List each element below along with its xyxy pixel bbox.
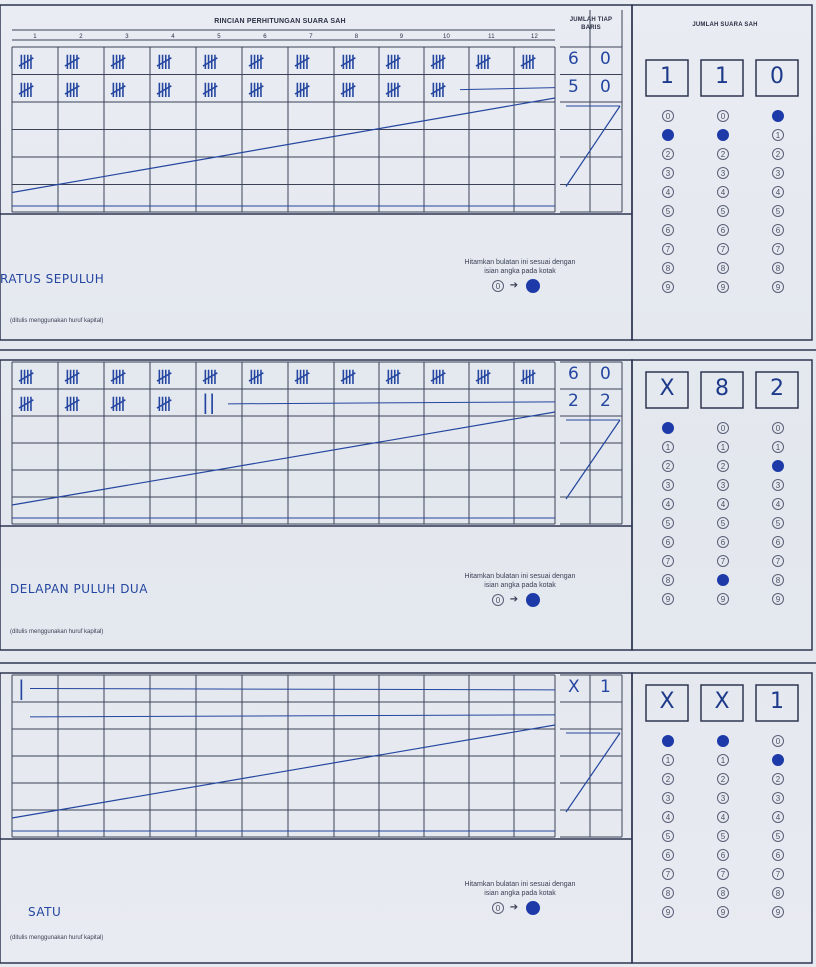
tally-mark: 𝍸	[430, 77, 447, 102]
digit-bubble: 7	[717, 243, 729, 255]
instruction-line1: Hitamkan bulatan ini sesuai dengan	[464, 573, 576, 580]
digit-bubble: 3	[717, 167, 729, 179]
cancel-diagonal	[12, 412, 555, 505]
tally-mark: 𝍸	[430, 50, 447, 74]
digit-bubble: 7	[772, 243, 784, 255]
digit-bubble: 9	[662, 593, 674, 605]
cancel-line	[30, 689, 555, 690]
digit-bubble: 0	[772, 735, 784, 747]
digit-bubble: 1	[717, 129, 729, 141]
digit-bubble: 2	[717, 460, 729, 472]
digit-bubble: 8	[717, 574, 729, 586]
digit-bubble: 2	[717, 773, 729, 785]
instruction-line1: Hitamkan bulatan ini sesuai dengan	[464, 259, 576, 266]
total-digit: 1	[715, 64, 729, 89]
digit-bubble: 5	[662, 517, 674, 529]
tally-mark: 𝍸	[340, 50, 357, 74]
digit-bubble: 1	[717, 754, 729, 766]
digit-bubble: 4	[717, 498, 729, 510]
tally-mark: 𝍸	[202, 365, 219, 389]
tally-mark: 𝍸	[475, 365, 492, 389]
tally-mark: 𝍸	[475, 50, 492, 74]
digit-bubble: 9	[717, 281, 729, 293]
digit-bubble: 2	[772, 148, 784, 160]
instruction-line1: Hitamkan bulatan ini sesuai dengan	[464, 881, 576, 888]
tally-mark: 𝍸	[110, 77, 127, 102]
tally-mark: 𝍸	[156, 392, 173, 416]
column-number: 10	[442, 34, 451, 40]
digit-bubble: 9	[717, 593, 729, 605]
digit-bubble: 3	[662, 167, 674, 179]
tally-mark: 𝍸	[294, 365, 311, 389]
digit-bubble: 8	[662, 574, 674, 586]
tally-mark: 𝍸	[202, 77, 219, 102]
column-number: 6	[263, 34, 267, 40]
row-total-digit: X	[568, 677, 580, 697]
written-amount: DELAPAN PULUH DUA	[10, 582, 148, 596]
tally-mark: 𝍸	[385, 50, 402, 74]
tally-mark: ||	[202, 390, 216, 414]
instruction-line2: isian angka pada kotak	[484, 582, 556, 589]
digit-bubble: 3	[772, 792, 784, 804]
tally-mark: 𝍸	[294, 77, 311, 102]
arrow-icon: ➔	[509, 280, 519, 291]
arrow-icon: ➔	[509, 902, 519, 913]
column-number: 11	[488, 34, 495, 40]
tally-mark: 𝍸	[64, 365, 81, 389]
digit-bubble: 1	[662, 441, 674, 453]
digit-bubble: 9	[662, 906, 674, 918]
cancel-diagonal	[12, 98, 555, 193]
tally-mark: 𝍸	[18, 392, 35, 416]
tally-mark: 𝍸	[64, 392, 81, 416]
digit-bubble: 9	[662, 281, 674, 293]
digit-bubble: 4	[662, 811, 674, 823]
digit-bubble: 5	[772, 205, 784, 217]
digit-bubble: 3	[772, 479, 784, 491]
filled-example-bubble	[526, 593, 540, 607]
total-digit: 2	[770, 376, 784, 401]
digit-bubble: 0	[772, 110, 784, 122]
digit-bubble: 4	[772, 498, 784, 510]
digit-bubble: 2	[662, 148, 674, 160]
digit-bubble: 6	[717, 849, 729, 861]
tally-mark: 𝍸	[156, 365, 173, 389]
total-digit: 8	[715, 376, 729, 401]
digit-bubble: 8	[717, 887, 729, 899]
cancel-diagonal	[12, 725, 555, 818]
digit-bubble: 8	[662, 262, 674, 274]
tally-mark: 𝍸	[430, 365, 447, 389]
column-number: 8	[354, 34, 359, 40]
total-digit: 0	[770, 64, 784, 89]
digit-bubble: 7	[717, 555, 729, 567]
row-total-digit: 1	[600, 677, 611, 697]
digit-bubble: 8	[772, 262, 784, 274]
form-title: RINCIAN PERHITUNGAN SUARA SAH	[214, 18, 346, 25]
capital-note: (ditulis menggunakan huruf kapital)	[10, 935, 104, 941]
digit-bubble: 0	[717, 110, 729, 122]
capital-note: (ditulis menggunakan huruf kapital)	[10, 629, 104, 635]
digit-bubble: 4	[662, 498, 674, 510]
example-bubble: 0	[492, 280, 504, 292]
digit-bubble: 9	[772, 593, 784, 605]
tally-mark: 𝍸	[385, 77, 402, 102]
tally-mark: 𝍸	[248, 50, 265, 74]
digit-bubble: 5	[717, 517, 729, 529]
digit-bubble: 4	[772, 811, 784, 823]
digit-bubble: 7	[717, 868, 729, 880]
tally-mark: 𝍸	[385, 365, 402, 389]
digit-bubble: 8	[772, 887, 784, 899]
row-total-digit: 0	[600, 364, 611, 384]
column-number: 5	[217, 34, 221, 40]
cancel-line	[460, 88, 555, 90]
digit-bubble: 1	[772, 754, 784, 766]
instruction-line2: isian angka pada kotak	[484, 890, 556, 897]
total-digit: X	[659, 376, 675, 401]
cancel-diagonal	[566, 106, 620, 187]
digit-bubble: 1	[772, 129, 784, 141]
digit-bubble: 0	[662, 110, 674, 122]
digit-bubble: 6	[662, 224, 674, 236]
tally-mark: |	[18, 676, 25, 700]
tally-mark: 𝍸	[520, 50, 537, 74]
digit-bubble: 3	[772, 167, 784, 179]
digit-bubble: 9	[772, 906, 784, 918]
column-number: 2	[79, 34, 83, 40]
digit-bubble: 0	[772, 422, 784, 434]
row-total-digit: 6	[568, 364, 579, 384]
tally-mark: 𝍸	[248, 365, 265, 389]
digit-bubble: 3	[717, 479, 729, 491]
column-number: 7	[309, 34, 313, 40]
digit-bubble: 3	[717, 792, 729, 804]
digit-bubble: 1	[772, 441, 784, 453]
digit-bubble: 5	[717, 830, 729, 842]
digit-bubble: 6	[717, 536, 729, 548]
digit-bubble: 6	[717, 224, 729, 236]
digit-bubble: 2	[772, 460, 784, 472]
digit-bubble: 4	[662, 186, 674, 198]
cancel-line	[30, 715, 555, 717]
written-amount: RATUS SEPULUH	[0, 272, 105, 286]
digit-bubble: 0	[662, 422, 674, 434]
cancel-diagonal	[566, 420, 620, 499]
tally-mark: 𝍸	[110, 50, 127, 74]
tally-mark: 𝍸	[18, 50, 35, 74]
digit-bubble: 0	[662, 735, 674, 747]
tally-mark: 𝍸	[202, 50, 219, 74]
digit-bubble: 8	[662, 887, 674, 899]
tally-mark: 𝍸	[294, 50, 311, 74]
digit-bubble: 1	[662, 754, 674, 766]
tally-mark: 𝍸	[340, 365, 357, 389]
written-amount: SATU	[28, 905, 62, 919]
cancel-line	[228, 402, 555, 404]
digit-bubble: 4	[772, 186, 784, 198]
digit-bubble: 1	[662, 129, 674, 141]
row-total-digit: 0	[600, 49, 611, 69]
digit-bubble: 2	[662, 460, 674, 472]
filled-example-bubble	[526, 279, 540, 293]
total-digit: X	[714, 689, 730, 714]
row-total-header: JUMLAH TIAP BARIS	[569, 17, 613, 31]
digit-bubble: 2	[772, 773, 784, 785]
digit-bubble: 0	[717, 735, 729, 747]
column-number: 12	[530, 34, 539, 40]
digit-bubble: 0	[717, 422, 729, 434]
digit-bubble: 6	[772, 536, 784, 548]
tally-mark: 𝍸	[64, 77, 81, 102]
tally-mark: 𝍸	[110, 392, 127, 416]
digit-bubble: 7	[662, 555, 674, 567]
tally-mark: 𝍸	[248, 77, 265, 102]
example-bubble: 0	[492, 902, 504, 914]
row-total-digit: 0	[600, 76, 611, 97]
digit-bubble: 7	[662, 868, 674, 880]
tally-mark: 𝍸	[18, 365, 35, 389]
digit-bubble: 5	[717, 205, 729, 217]
row-total-digit: 6	[568, 49, 579, 69]
tally-mark: 𝍸	[156, 77, 173, 102]
row-total-digit: 2	[600, 391, 611, 411]
instruction-line2: isian angka pada kotak	[484, 268, 556, 275]
tally-mark: 𝍸	[64, 50, 81, 74]
row-total-digit: 5	[568, 76, 579, 97]
tally-mark: 𝍸	[110, 365, 127, 389]
tally-mark: 𝍸	[156, 50, 173, 74]
capital-note: (ditulis menggunakan huruf kapital)	[10, 318, 104, 324]
digit-bubble: 9	[772, 281, 784, 293]
cancel-diagonal	[566, 733, 620, 812]
digit-bubble: 8	[772, 574, 784, 586]
column-number: 4	[171, 34, 175, 40]
digit-bubble: 5	[772, 830, 784, 842]
total-digit: 1	[660, 64, 674, 89]
digit-bubble: 4	[717, 811, 729, 823]
tally-mark: 𝍸	[520, 365, 537, 389]
digit-bubble: 1	[717, 441, 729, 453]
total-digit: X	[659, 689, 675, 714]
filled-example-bubble	[526, 901, 540, 915]
digit-bubble: 7	[772, 868, 784, 880]
digit-bubble: 5	[662, 830, 674, 842]
total-votes-header: JUMLAH SUARA SAH	[692, 22, 758, 28]
digit-bubble: 2	[717, 148, 729, 160]
digit-bubble: 2	[662, 773, 674, 785]
digit-bubble: 6	[772, 224, 784, 236]
tally-mark: 𝍸	[340, 77, 357, 102]
digit-bubble: 5	[662, 205, 674, 217]
digit-bubble: 7	[662, 243, 674, 255]
digit-bubble: 3	[662, 792, 674, 804]
digit-bubble: 4	[717, 186, 729, 198]
row-total-digit: 2	[568, 391, 579, 411]
digit-bubble: 7	[772, 555, 784, 567]
digit-bubble: 6	[772, 849, 784, 861]
digit-bubble: 6	[662, 849, 674, 861]
digit-bubble: 9	[717, 906, 729, 918]
column-number: 9	[399, 34, 404, 40]
column-number: 3	[125, 34, 129, 40]
column-number: 1	[33, 34, 37, 40]
tally-mark: 𝍸	[18, 77, 35, 102]
digit-bubble: 3	[662, 479, 674, 491]
digit-bubble: 5	[772, 517, 784, 529]
total-digit: 1	[770, 689, 784, 714]
example-bubble: 0	[492, 594, 504, 606]
arrow-icon: ➔	[509, 594, 519, 605]
digit-bubble: 6	[662, 536, 674, 548]
digit-bubble: 8	[717, 262, 729, 274]
